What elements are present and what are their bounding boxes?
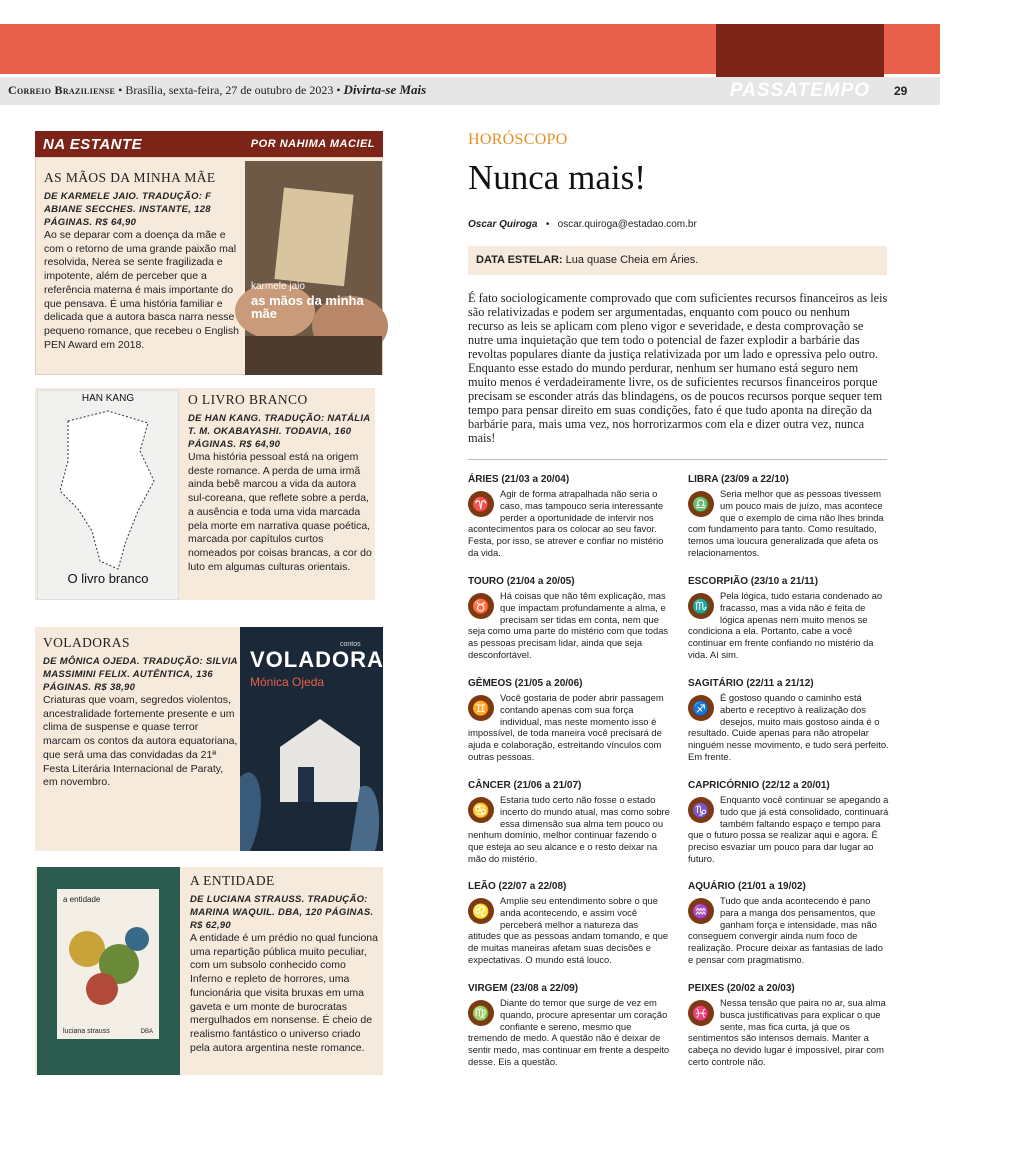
leo-icon: ♌ — [468, 898, 494, 924]
cover-title: a entidade — [63, 895, 101, 904]
sign-text: Estaria tudo certo não fosse o estado incerto do mundo atual, mas como sobre essa dimensão sua alma tem pouco ou nenhum domínio, melhor continuar fazendo o que esteja ao seu alcance e o resto deixar na mão do mistério. — [468, 794, 670, 864]
sign-gemini — [468, 678, 670, 763]
cover-illustration — [245, 161, 382, 375]
book-meta: DE KARMELE JAIO. TRADUÇÃO: F ABIANE SECCHES. INSTANTE, 128 PÁGINAS. R$ 64,90 — [44, 191, 212, 228]
sign-aquarius — [688, 881, 890, 966]
book-title: A ENTIDADE — [190, 873, 275, 888]
cover-illustration — [38, 391, 178, 599]
sign-title: CAPRICÓRNIO (22/12 a 20/01) — [688, 780, 830, 791]
book-description: A entidade é um prédio no qual funciona uma repartição pública muito peculiar, com um subsolo conhecido como Inferno e repleto de horrores, uma funcionária que visita bruxas em uma gaveta e um monte de burocratas mergulhados em nonsense. É cheio de realismo fantástico o universo criado pela autora argentina neste romance. — [190, 932, 378, 1054]
column-name: NA ESTANTE — [43, 135, 143, 153]
sign-scorpio — [688, 576, 890, 661]
sign-title: ÁRIES (21/03 a 20/04) — [468, 474, 570, 485]
sign-title: PEIXES (20/02 a 20/03) — [688, 983, 795, 994]
books-column — [35, 131, 383, 157]
sign-title: TOURO (21/04 a 20/05) — [468, 576, 575, 587]
sign-text: Há coisas que não têm explicação, mas que impactam profundamente a alma, e precisam ser tidas em conta, nem que seja como uma parte do mistério com que todas as pessoas precisam lidar, ainda que seja desconfortável. — [468, 590, 669, 660]
sign-text: Enquanto você continuar se apegando a tudo que já está consolidado, continuará também faltando espaço e tempo para que o futuro possa se realizar aqui e agora. É preciso esvaziar um pouco para dar lugar ao futuro. — [688, 794, 889, 864]
cover-author: Mónica Ojeda — [250, 675, 325, 689]
sign-title: VIRGEM (23/08 a 22/09) — [468, 983, 579, 994]
section-name: Divirta-se Mais — [343, 82, 427, 97]
book-review — [35, 867, 383, 1075]
sign-text: Diante do temor que surge de vez em quando, procure apresentar um coração confiante e sereno, mesmo que tremendo de medo. A questão não é deixar de sentir medo, mas continuar em frente a despeito desse. Eis a questão. — [468, 997, 670, 1067]
virgo-icon: ♍ — [468, 1000, 494, 1026]
book-description: Ao se deparar com a doença da mãe e com o retorno de uma grande paixão mal resolvida, Nerea se sente fragilizada e impotente, além de perceber que a referência materna é mais importante do que pensava. É uma história familiar e delicada que a autora basca narra nesse pequeno romance, que recebeu o English PEN Award em 2018. — [44, 229, 239, 351]
author-name: Oscar Quiroga — [468, 219, 538, 230]
sign-text: Pela lógica, tudo estaria condenado ao fracasso, mas a vida não é feita de lógica apenas nem muito menos se condiciona a ela. Portanto, cabe a você continuar em frente confiando no mistério da vida. Aí sim. — [688, 590, 883, 660]
sign-title: ESCORPIÃO (23/10 a 21/11) — [688, 576, 819, 587]
sign-capricorn — [688, 780, 890, 865]
scorpio-icon: ♏ — [688, 593, 714, 619]
capricorn-icon: ♑ — [688, 797, 714, 823]
book-meta: DE LUCIANA STRAUSS. TRADUÇÃO: MARINA WAQUIL. DBA, 120 PÁGINAS. R$ 62,90 — [190, 894, 374, 931]
cover-author: karmele jaio — [251, 281, 305, 292]
book-review — [35, 157, 383, 375]
sign-title: LIBRA (23/09 a 22/10) — [688, 474, 789, 485]
cancer-icon: ♋ — [468, 797, 494, 823]
bullet: • — [118, 83, 123, 97]
taurus-icon: ♉ — [468, 593, 494, 619]
page-number: 29 — [894, 84, 908, 98]
book-cover — [37, 867, 180, 1075]
sign-title: AQUÁRIO (21/01 a 19/02) — [688, 881, 806, 892]
cover-author: HAN KANG — [81, 393, 135, 404]
book-title: O LIVRO BRANCO — [188, 392, 308, 407]
cover-inner — [57, 889, 159, 1039]
sign-aries — [468, 474, 670, 559]
sagittarius-icon: ♐ — [688, 695, 714, 721]
cover-publisher: DBA — [140, 1029, 153, 1035]
gemini-icon: ♊ — [468, 695, 494, 721]
book-title: VOLADORAS — [43, 635, 130, 650]
sign-cancer — [468, 780, 670, 865]
sign-text: Seria melhor que as pessoas tivessem um pouco mais de juízo, mas acontece que o exemplo de cima não lhes brinda com fundamento para tanto. Como resultado, temos uma loucura generalizada que afeta os relacionamentos. — [688, 488, 884, 558]
dateline: Brasília, sexta-feira, 27 de outubro de 2023 — [125, 83, 334, 97]
aries-icon: ♈ — [468, 491, 494, 517]
sign-text: Tudo que anda acontecendo é pano para a manga dos pensamentos, que ganham força e intensidade, mas não conseguem convergir ainda num foco de realização. Procure deixar as fantasias de lado e pensar com pragmatismo. — [688, 895, 883, 965]
author-email[interactable]: oscar.quiroga@estadao.com.br — [557, 219, 697, 230]
estelar-label: DATA ESTELAR: — [476, 254, 563, 266]
sign-text: Agir de forma atrapalhada não seria o caso, mas tampouco seria interessante perder a oportunidade de intervir nos acontecimentos para os colocar ao seu favor. Festa, por isso, se atrever e confiar no mistério da vida. — [468, 488, 664, 558]
sign-text: Nessa tensão que paira no ar, sua alma busca justificativas para explicar o que sente, mas fica curta, já que os sentimentos são intensos demais. Manter a cabeça no devido lugar é impossível, pirar com certo controle não. — [688, 997, 886, 1067]
sign-pisces — [688, 983, 890, 1068]
masthead — [8, 82, 426, 98]
cover-kind: contos — [340, 641, 361, 648]
sign-title: CÂNCER (21/06 a 21/07) — [468, 780, 582, 791]
book-description: Uma história pessoal está na origem deste romance. A perda de uma irmã ainda bebê marcou a vida da autora sul-coreana, que reflete sobre a perda, a ausência e toda uma vida marcada pela morte em narrativa quase poética, marcada por capítulos curtos nomeados por coisas brancas, a cor do luto em algumas culturas orientais. — [188, 451, 372, 573]
sign-sagittarius — [688, 678, 890, 763]
book-cover — [37, 390, 179, 600]
intro-paragraph: É fato sociologicamente comprovado que com suficientes recursos financeiros as leis são relativizadas e podem ser argumentadas, enquanto com pouco ou nenhum recurso as leis se aplicam com pleno vigor e severidade, e desta comprovação se nutre uma inquietação que tem todo o potencial de fazer explodir a barbárie das revoltas populares diante da justiça relativizada por um lado e opressiva pelo outro. Enquanto esse estado do mundo perdurar, nenhum ser humano está seguro nem muito menos é verdadeiramente livre, os de suficientes recursos financeiros porque precisam se esconder atrás das blindagens, os de poucos recursos porque sequer tem tempo para pensar direito em suas condições, fato é que tudo aponta na direção da barbárie para, mais uma vez, nos horrorizarmos com ela e dizer outra vez, nunca mais! — [468, 291, 888, 445]
book-review — [35, 388, 375, 600]
book-meta: DE HAN KANG. TRADUÇÃO: NATÁLIA T. M. OKABAYASHI. TODAVIA, 160 PÁGINAS. R$ 64,90 — [188, 413, 371, 450]
book-title: AS MÃOS DA MINHA MÃE — [44, 170, 216, 185]
cover-author: luciana strauss — [63, 1028, 110, 1035]
sign-taurus — [468, 576, 670, 661]
sign-text: É gostoso quando o caminho está aberto e receptivo à realização dos desejos, muito mais gostoso ainda é o resultado. Cuide apenas para não atropelar ninguém nesse movimento, e tudo será perfeito. Em frente. — [688, 692, 889, 762]
book-review — [35, 627, 400, 851]
section-kicker: HORÓSCOPO — [468, 131, 568, 148]
sign-title: LEÃO (22/07 a 22/08) — [468, 881, 567, 892]
sign-text: Você gostaria de poder abrir passagem contando apenas com sua força individual, mas neste momento isso é impossível, de toda maneira você precisará de ajuda e colaboração, estreitando vínculos com outras pessoas. — [468, 692, 664, 762]
aquarius-icon: ♒ — [688, 898, 714, 924]
data-estelar-box — [468, 246, 887, 275]
book-cover — [240, 627, 400, 851]
sign-title: GÊMEOS (21/05 a 20/06) — [468, 678, 583, 689]
book-meta: DE MÔNICA OJEDA. TRADUÇÃO: SILVIA MASSIMINI FELIX. AUTÊNTICA, 136 PÁGINAS. R$ 38,90 — [43, 656, 238, 693]
bullet: • — [336, 83, 341, 97]
byline — [468, 219, 697, 230]
book-cover — [245, 161, 382, 375]
sign-text: Amplie seu entendimento sobre o que anda acontecendo, e assim você perceberá melhor a natureza das atitudes que as pessoas andam tomando, e que de muitas maneiras afetam suas decisões e expectativas. O mundo está louco. — [468, 895, 669, 965]
sign-virgo — [468, 983, 670, 1068]
cover-title: O livro branco — [67, 571, 149, 586]
sign-libra — [688, 474, 890, 559]
sign-title: SAGITÁRIO (22/11 a 21/12) — [688, 678, 814, 689]
newspaper-name: Correio Braziliense — [8, 83, 116, 97]
book-description: Criaturas que voam, segredos violentos, ancestralidade fortemente presente e um clima de suspense e quase terror marcam os contos da autora equatoriana, que será uma das convidadas da 21ª Festa Literária Internacional de Paraty, em novembro. — [43, 694, 238, 789]
estelar-text: Lua quase Cheia em Áries. — [565, 254, 699, 266]
pisces-icon: ♓ — [688, 1000, 714, 1026]
divider — [468, 459, 887, 460]
cover-illustration — [57, 909, 159, 1019]
section-title: PASSATEMPO — [729, 80, 871, 101]
headline: Nunca mais! — [468, 158, 646, 197]
libra-icon: ♎ — [688, 491, 714, 517]
cover-title: as mãos da minha mãe — [251, 293, 364, 321]
cover-title: VOLADORAS — [250, 647, 400, 672]
bullet: • — [545, 219, 550, 230]
sign-leo — [468, 881, 670, 966]
column-author: POR NAHIMA MACIEL — [250, 138, 375, 150]
column-header — [35, 131, 383, 157]
